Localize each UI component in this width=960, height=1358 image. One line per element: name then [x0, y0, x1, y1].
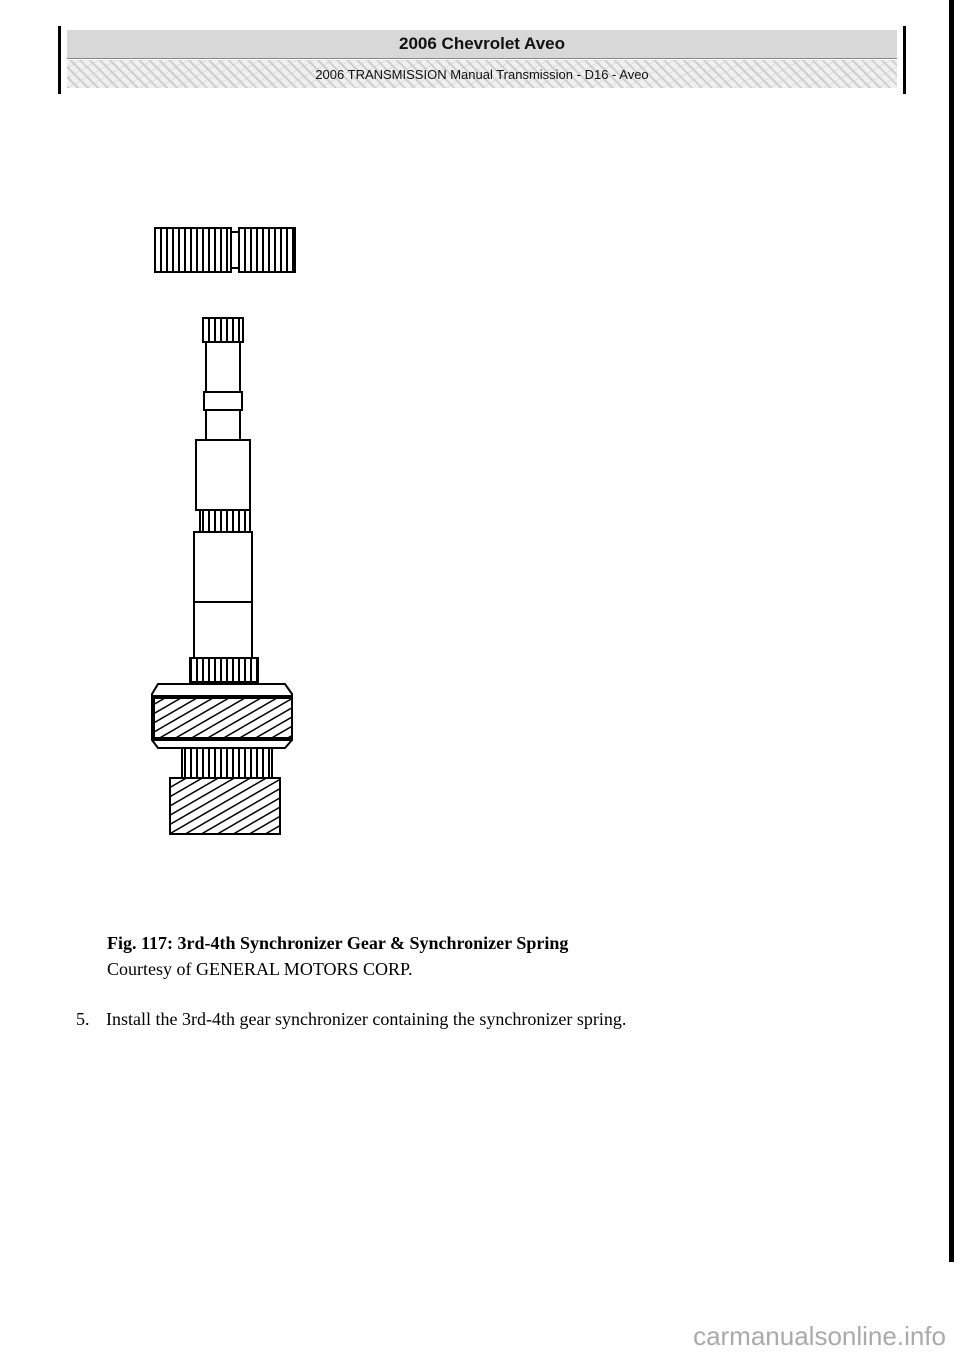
procedure-step [76, 1006, 896, 1032]
step-number: 5. [76, 1009, 90, 1029]
site-watermark: carmanualsonline.info [693, 1321, 946, 1351]
figure-title: Fig. 117: 3rd-4th Synchronizer Gear & Synchronizer Spring [107, 933, 569, 953]
figure-caption [107, 930, 807, 982]
step-text: Install the 3rd-4th gear synchronizer containing the synchronizer spring. [106, 1009, 627, 1029]
header-subtitle: 2006 TRANSMISSION Manual Transmission - D16 - Aveo [67, 60, 897, 88]
page-header [58, 26, 906, 94]
header-title: 2006 Chevrolet Aveo [67, 30, 897, 59]
figure-credit: Courtesy of GENERAL MOTORS CORP. [107, 959, 413, 979]
synchronizer-sleeve [155, 228, 295, 272]
right-margin-rule [949, 0, 954, 1262]
synchronizer-illustration [130, 200, 340, 850]
output-shaft [152, 318, 292, 834]
